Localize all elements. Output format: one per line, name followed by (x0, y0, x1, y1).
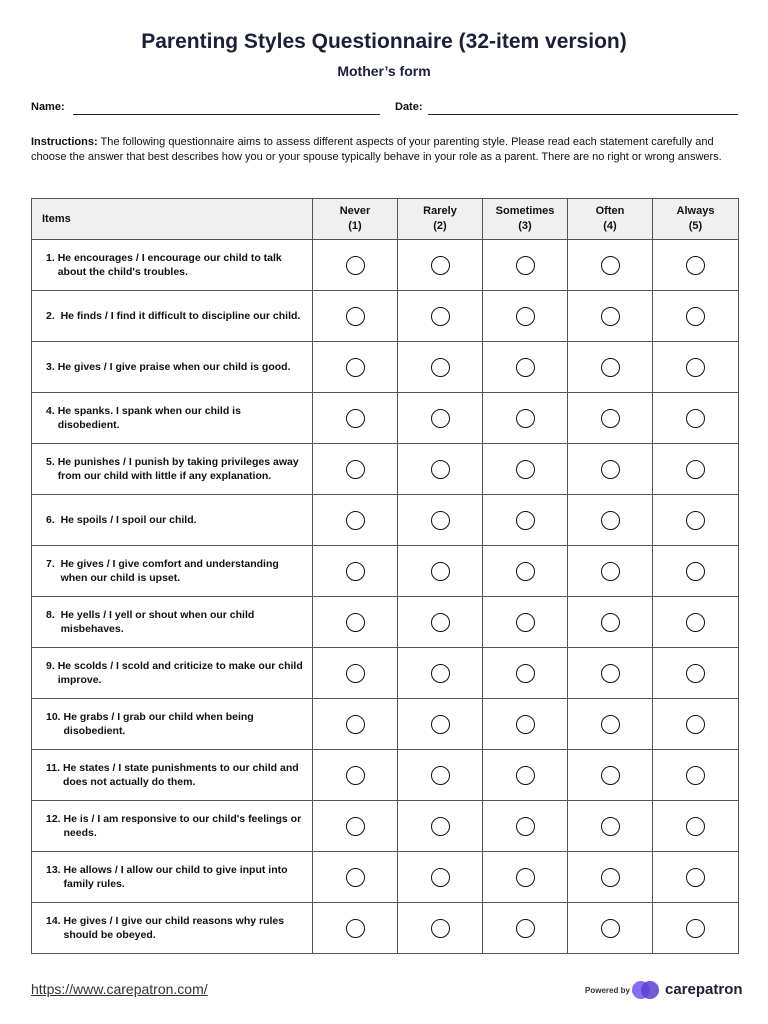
radio-never[interactable] (346, 919, 365, 938)
radio-sometimes[interactable] (516, 664, 535, 683)
item-cell (32, 648, 313, 699)
carepatron-logo-icon (631, 979, 661, 1006)
item-cell (32, 750, 313, 801)
powered-by-label: Powered by (585, 986, 630, 995)
radio-rarely[interactable] (431, 715, 450, 734)
item-number: 14. (46, 914, 64, 927)
item-text: He encourages / I encourage our child to talk about the child's troubles. (57, 251, 282, 278)
item-number: 8. (46, 608, 61, 621)
column-header-often: Often (4) (568, 199, 653, 240)
date-label: Date: (395, 101, 423, 113)
item-cell (32, 546, 313, 597)
table-row (32, 393, 739, 444)
radio-often[interactable] (601, 562, 620, 581)
radio-always[interactable] (686, 562, 705, 581)
radio-always[interactable] (686, 715, 705, 734)
table-row (32, 546, 739, 597)
radio-rarely[interactable] (431, 766, 450, 785)
item-number: 4. (46, 404, 58, 417)
radio-often[interactable] (601, 358, 620, 377)
table-row (32, 495, 739, 546)
radio-never[interactable] (346, 817, 365, 836)
item-cell (32, 699, 313, 750)
radio-rarely[interactable] (431, 664, 450, 683)
radio-never[interactable] (346, 664, 365, 683)
item-cell (32, 495, 313, 546)
item-text: He punishes / I punish by taking privileges away from our child with little if any explanation. (57, 455, 299, 482)
radio-always[interactable] (686, 613, 705, 632)
radio-sometimes[interactable] (516, 919, 535, 938)
item-text: He gives / I give praise when our child is good. (57, 360, 291, 373)
radio-never[interactable] (346, 307, 365, 326)
radio-sometimes[interactable] (516, 868, 535, 887)
radio-always[interactable] (686, 919, 705, 938)
item-text: He allows / I allow our child to give input into family rules. (63, 863, 288, 890)
item-cell (32, 291, 313, 342)
item-number: 1. (46, 251, 58, 264)
radio-often[interactable] (601, 919, 620, 938)
radio-often[interactable] (601, 460, 620, 479)
table-row (32, 291, 739, 342)
radio-always[interactable] (686, 664, 705, 683)
date-field[interactable] (428, 114, 738, 115)
radio-never[interactable] (346, 409, 365, 428)
radio-always[interactable] (686, 460, 705, 479)
radio-rarely[interactable] (431, 460, 450, 479)
table-row (32, 750, 739, 801)
radio-sometimes[interactable] (516, 817, 535, 836)
column-header-sometimes: Sometimes (3) (483, 199, 568, 240)
radio-often[interactable] (601, 766, 620, 785)
radio-sometimes[interactable] (516, 460, 535, 479)
radio-rarely[interactable] (431, 868, 450, 887)
item-text: He gives / I give our child reasons why rules should be obeyed. (63, 914, 285, 941)
column-header-never: Never (1) (313, 199, 398, 240)
carepatron-brand: carepatron (665, 981, 743, 998)
items-column-header: Items (32, 199, 313, 240)
item-cell (32, 240, 313, 291)
radio-often[interactable] (601, 307, 620, 326)
radio-sometimes[interactable] (516, 307, 535, 326)
item-number: 11. (46, 761, 63, 774)
radio-often[interactable] (601, 817, 620, 836)
instructions-text: The following questionnaire aims to assess different aspects of your parenting style. Please read each statement carefully and choose the answer that best describes how you or your spouse typically behave in your role as a parent. There are no right or wrong answers. (31, 136, 722, 163)
radio-always[interactable] (686, 868, 705, 887)
item-text: He grabs / I grab our child when being disobedient. (63, 710, 254, 737)
table-row (32, 342, 739, 393)
column-header-rarely: Rarely (2) (398, 199, 483, 240)
radio-rarely[interactable] (431, 307, 450, 326)
item-text: He scolds / I scold and criticize to make our child improve. (57, 659, 303, 686)
item-number: 9. (46, 659, 58, 672)
radio-often[interactable] (601, 868, 620, 887)
form-subtitle: Mother’s form (337, 63, 431, 79)
radio-always[interactable] (686, 511, 705, 530)
table-header-row (32, 199, 739, 240)
item-number: 6. (46, 513, 61, 526)
radio-sometimes[interactable] (516, 613, 535, 632)
radio-often[interactable] (601, 613, 620, 632)
instructions (31, 135, 743, 165)
radio-always[interactable] (686, 307, 705, 326)
radio-often[interactable] (601, 256, 620, 275)
table-row (32, 648, 739, 699)
radio-often[interactable] (601, 715, 620, 734)
carepatron-link[interactable]: https://www.carepatron.com/ (31, 981, 208, 997)
name-label: Name: (31, 101, 65, 113)
radio-sometimes[interactable] (516, 766, 535, 785)
item-number: 13. (46, 863, 64, 876)
radio-rarely[interactable] (431, 919, 450, 938)
questionnaire-table (31, 198, 739, 954)
radio-never[interactable] (346, 358, 365, 377)
table-row (32, 597, 739, 648)
radio-sometimes[interactable] (516, 715, 535, 734)
radio-rarely[interactable] (431, 256, 450, 275)
table-row (32, 240, 739, 291)
item-text: He yells / I yell or shout when our child misbehaves. (60, 608, 255, 635)
radio-never[interactable] (346, 562, 365, 581)
radio-never[interactable] (346, 613, 365, 632)
item-number: 7. (46, 557, 61, 570)
radio-rarely[interactable] (431, 562, 450, 581)
radio-sometimes[interactable] (516, 358, 535, 377)
radio-always[interactable] (686, 409, 705, 428)
radio-sometimes[interactable] (516, 562, 535, 581)
radio-sometimes[interactable] (516, 511, 535, 530)
table-row (32, 801, 739, 852)
radio-always[interactable] (686, 256, 705, 275)
item-cell (32, 852, 313, 903)
radio-always[interactable] (686, 358, 705, 377)
column-header-always: Always (5) (653, 199, 739, 240)
item-text: He spoils / I spoil our child. (60, 513, 197, 526)
item-text: He gives / I give comfort and understanding when our child is upset. (60, 557, 279, 584)
item-number: 2. (46, 309, 61, 322)
table-row (32, 903, 739, 954)
item-text: He finds / I find it difficult to discipline our child. (60, 309, 301, 322)
table-row (32, 699, 739, 750)
table-row (32, 444, 739, 495)
radio-never[interactable] (346, 256, 365, 275)
radio-never[interactable] (346, 766, 365, 785)
radio-never[interactable] (346, 715, 365, 734)
radio-always[interactable] (686, 766, 705, 785)
item-number: 12. (46, 812, 64, 825)
item-cell (32, 342, 313, 393)
radio-rarely[interactable] (431, 358, 450, 377)
radio-always[interactable] (686, 817, 705, 836)
radio-often[interactable] (601, 511, 620, 530)
radio-rarely[interactable] (431, 613, 450, 632)
item-cell (32, 597, 313, 648)
radio-never[interactable] (346, 511, 365, 530)
radio-never[interactable] (346, 868, 365, 887)
item-cell (32, 801, 313, 852)
item-text: He is / I am responsive to our child's feelings or needs. (63, 812, 302, 839)
item-number: 3. (46, 360, 58, 373)
name-field[interactable] (73, 114, 380, 115)
radio-sometimes[interactable] (516, 256, 535, 275)
item-text: He states / I state punishments to our child and does not actually do them. (62, 761, 299, 788)
table-row (32, 852, 739, 903)
item-cell (32, 393, 313, 444)
page-title: Parenting Styles Questionnaire (32-item version) (141, 30, 627, 53)
radio-rarely[interactable] (431, 409, 450, 428)
instructions-label: Instructions: (31, 136, 98, 148)
radio-never[interactable] (346, 460, 365, 479)
radio-rarely[interactable] (431, 817, 450, 836)
radio-rarely[interactable] (431, 511, 450, 530)
radio-often[interactable] (601, 664, 620, 683)
item-number: 5. (46, 455, 58, 468)
item-number: 10. (46, 710, 64, 723)
item-text: He spanks. I spank when our child is disobedient. (57, 404, 241, 431)
item-cell (32, 903, 313, 954)
radio-often[interactable] (601, 409, 620, 428)
radio-sometimes[interactable] (516, 409, 535, 428)
item-cell (32, 444, 313, 495)
